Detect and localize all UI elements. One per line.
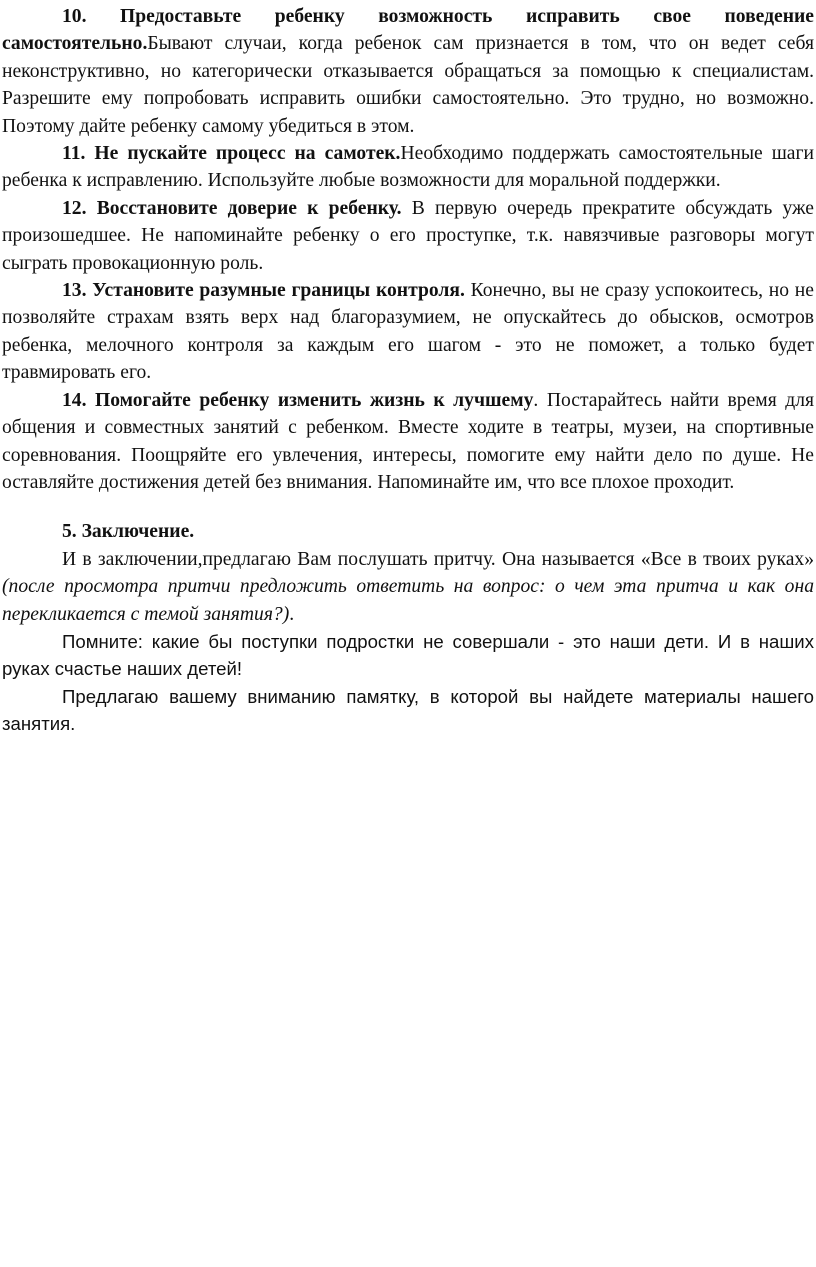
section-heading: 5. Заключение.: [62, 521, 195, 543]
parable-end: .: [289, 603, 295, 625]
item-title: 10. Предоставьте ребенку возможность исправить свое поведение самостоятельно.: [2, 6, 814, 55]
list-item-14: [2, 387, 814, 497]
list-item-12: [2, 195, 814, 277]
conclusion-paragraph-memo: Предлагаю вашему вниманию памятку, в которой вы найдете материалы нашего занятия.: [2, 685, 814, 735]
conclusion-paragraph-remember: Помните: какие бы поступки подростки не совершали - это наши дети. И в наших руках счастье наших детей!: [2, 630, 814, 680]
parable-text: И в заключении,предлагаю Вам послушать притчу. Она называется «Все в твоих руках»: [62, 548, 814, 570]
item-text: Бывают случаи, когда ребенок сам признается в том, что он ведет себя неконструктивно, но категорически отказывается обращаться за помощью к специалистам. Разрешите ему попробовать исправить ошибки самостоятельно. Это трудно, но возможно. Поэтому дайте ребенку самому убедиться в этом.: [2, 33, 814, 137]
section-spacer: [2, 496, 814, 518]
item-title: 13. Установите разумные границы контроля.: [62, 280, 465, 302]
list-item-13: [2, 277, 814, 387]
conclusion-paragraph-parable: [2, 546, 814, 628]
list-item-10: [2, 3, 814, 140]
item-text: В первую очередь прекратите обсуждать уже произошедшее. Не напоминайте ребенку о его проступке, т.к. навязчивые разговоры могут сыграть провокационную роль.: [2, 197, 814, 274]
item-text: . Постарайтесь найти время для общения и совместных занятий с ребенком. Вместе ходите в театры, музеи, на спортивные соревнования. Поощряйте его увлечения, интересы, помогите ему найти дело по душе. Не оставляйте достижения детей без внимания. Напоминайте им, что все плохое проходит.: [2, 389, 814, 493]
item-title: 12. Восстановите доверие к ребенку.: [62, 197, 402, 219]
item-text: Конечно, вы не сразу успокоитесь, но не позволяйте страхам взять верх над благоразумием, не опускайтесь до обысков, осмотров ребенка, мелочного контроля за каждым его шагом - это не поможет, а только будет травмировать его.: [2, 280, 814, 384]
item-title: 14. Помогайте ребенку изменить жизнь к лучшему: [62, 389, 534, 411]
list-item-11: [2, 140, 814, 195]
item-text: Необходимо поддержать самостоятельные шаги ребенка к исправлению. Используйте любые возможности для моральной поддержки.: [2, 143, 815, 192]
item-title: 11. Не пускайте процесс на самотек.: [62, 143, 401, 165]
parable-instruction: (после просмотра притчи предложить ответить на вопрос: о чем эта притча и как она перекликается с темой занятия?): [2, 576, 814, 625]
